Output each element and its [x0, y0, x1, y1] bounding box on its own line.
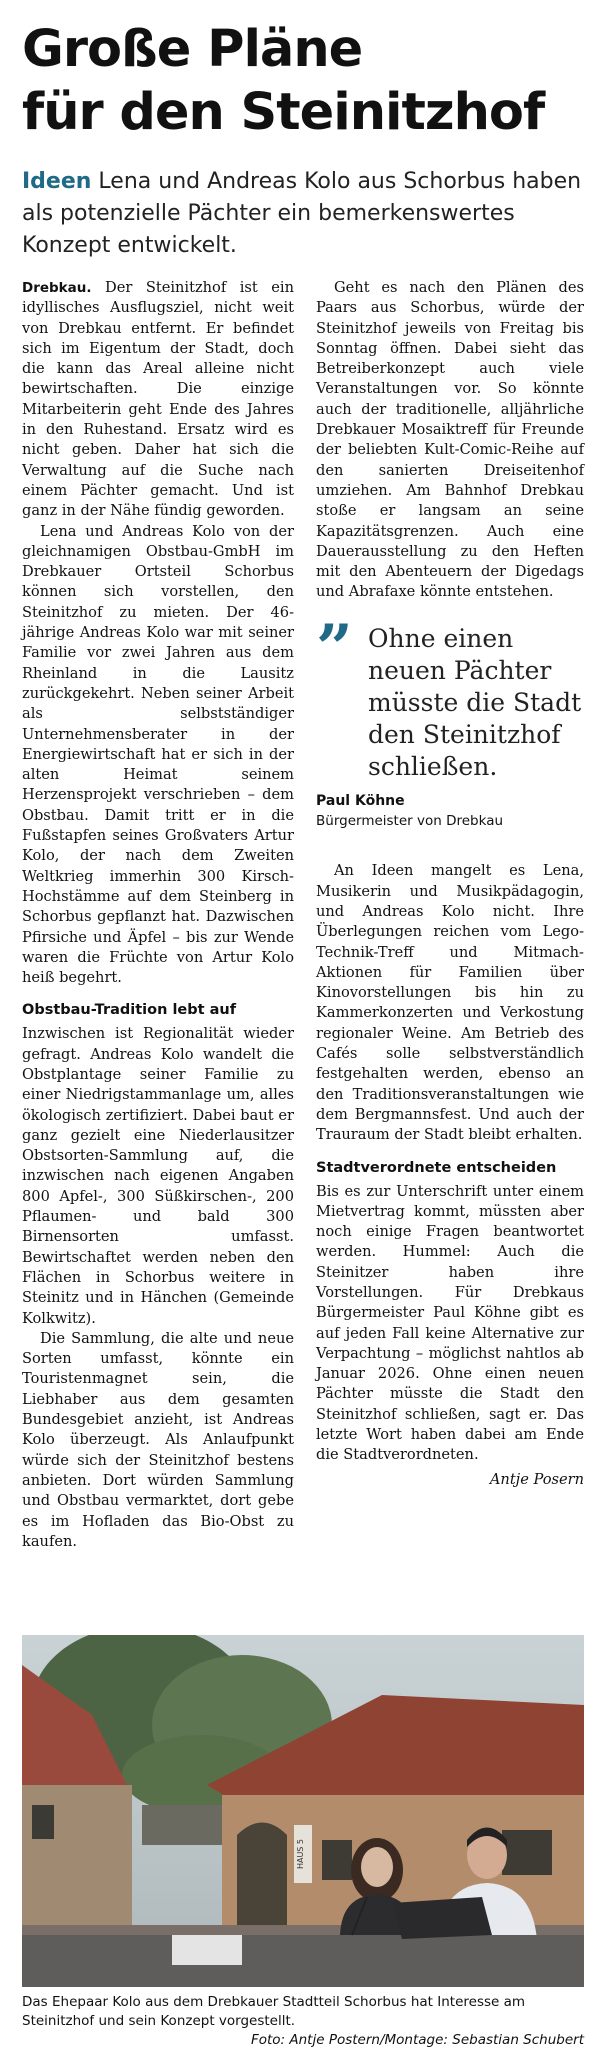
photo-caption: [22, 1993, 584, 2050]
author-byline: Antje Posern: [489, 1470, 584, 1488]
photo-credit: Foto: Antje Postern/Montage: Sebastian Schubert: [250, 2032, 584, 2048]
teaser: [22, 166, 582, 262]
paragraph: [22, 278, 294, 522]
paragraph: An Ideen mangelt es Lena, Musikerin und Musikpädagogin, und Andreas Kolo nicht. Ihre Überlegungen reichen vom Lego-Technik-Treff und Mitmach-Aktionen für Familien über Kinovorstellungen bis hin zu Kammerkonzerten und Verkostung regionaler Weine. Am Betrieb des Cafés solle selbstverständlich festgehalten werden, ebenso an den Traditionsveranstaltungen wie dem Bergmannsfest. Und auch der Trauraum der Stadt bleibt erhalten.: [316, 862, 584, 1144]
subheading: Stadtverordnete entscheiden: [316, 1159, 557, 1176]
headline-line-1: Große Pläne: [22, 20, 363, 79]
photo-sign-text: HAUS 5: [296, 1838, 305, 1870]
pull-quote: [316, 610, 584, 832]
quote-role: Bürgermeister von Drebkau: [316, 813, 504, 830]
headline: [22, 18, 582, 144]
paragraph: Die Sammlung, die alte und neue Sorten umfasst, könnte ein Touristenmagnet sein, die Liebhaber aus dem gesamten Bundesgebiet anzieht, ist Andreas Kolo überzeugt. Als Anlaufpunkt würde sich der Steinitzhof bestens anbieten. Dort würden Sammlung und Obstbau vermarktet, dort gebe es im Hofladen das Bio-Obst zu kaufen.: [22, 1329, 294, 1550]
quote-text: Ohne einen neuen Pächter müsste die Stadt den Steinitzhof schließen.: [368, 623, 582, 781]
teaser-text: Lena und Andreas Kolo aus Schorbus haben als potenzielle Pächter ein bemerkenswertes Konzept entwickelt.: [22, 169, 582, 258]
paragraph: Inzwischen ist Regionalität wieder gefragt. Andreas Kolo wandelt die Obstplantage seiner Familie zu einer Niedrigstammanlage um, alles ökologisch zertifiziert. Dabei baut er ganz gezielt eine Niederlausitzer Obstsorten-Sammlung auf, die inzwischen nach eigenen Angaben 800 Apfel-, 300 Süßkirschen-, 200 Pflaumen- und bald 300 Birnensorten umfasst. Bewirtschaftet werden neben den Flächen in Schorbus weitere in Steinitz und in Hänchen (Gemeinde Kolkwitz).: [22, 1025, 294, 1327]
photo-illustration: [22, 1635, 584, 1987]
right-column: [316, 278, 584, 1490]
paragraph: Bis es zur Unterschrift unter einem Mietvertrag kommt, müssten aber noch einige Fragen beantwortet werden. Hummel: Auch die Steinitzer haben ihre Vorstellungen. Für Drebkaus Bürgermeister Paul Köhne gibt es auf jeden Fall keine Alternative zur Verpachtung – möglichst nahtlos ab Januar 2026. Ohne einen neuen Pächter müsste die Stadt den Steinitzhof schließen, sagt er. Das letzte Wort haben dabei am Ende die Stadtverordneten.: [316, 1182, 584, 1464]
paragraph: Geht es nach den Plänen des Paars aus Schorbus, würde der Steinitzhof jeweils von Freitag bis Sonntag öffnen. Dabei sieht das Betreiberkonzept auch viele Veranstaltungen vor. So könnte auch der traditionelle, alljährliche Drebkauer Mosaiktreff für Freunde der beliebten Kult-Comic-Reihe auf den sanierten Dreiseitenhof umziehen. Am Bahnhof Drebkau stoße er langsam an seine Kapazitätsgrenzen. Auch eine Dauerausstellung zu den Heften mit den Abenteuern der Digedags und Abrafaxe könnte entstehen.: [316, 279, 584, 601]
paragraph: Lena und Andreas Kolo von der gleichnamigen Obstbau-GmbH im Drebkauer Ortsteil Schorbus können sich vorstellen, den Steinitzhof zu mieten. Der 46-jährige Andreas Kolo war mit seiner Familie vor zwei Jahren aus dem Rheinland in die Lausitz zurückgekehrt. Neben seiner Arbeit als selbstständiger Unternehmensberater in der Energiewirtschaft hat er sich in der alten Heimat seinem Herzensprojekt verschrieben – dem Obstbau. Damit tritt er in die Fußstapfen seines Großvaters Artur Kolo, der nach dem Zweiten Weltkrieg immerhin 300 Kirsch-Hochstämme auf dem Steinberg in Schorbus gepflanzt hat. Dazwischen Pfirsiche und Äpfel – bis zur Wende waren die Früchte von Artur Kolo heiß begehrt.: [22, 522, 294, 987]
left-column: [22, 278, 294, 1552]
quote-name: Paul Köhne: [316, 792, 405, 809]
article-photo: [22, 1635, 584, 1987]
caption-text: Das Ehepaar Kolo aus dem Drebkauer Stadtteil Schorbus hat Interesse am Steinitzhof und sein Konzept vorgestellt.: [22, 1994, 526, 2029]
photo-sign: [294, 1825, 312, 1883]
paragraph-text: Der Steinitzhof ist ein idyllisches Ausflugsziel, nicht weit von Drebkau entfernt. Er befindet sich im Eigentum der Stadt, doch die kann das Areal alleine nicht bewirtschaften. Die einzige Mitarbeiterin geht Ende des Jahres in den Ruhestand. Ersatz wird es nicht geben. Daher hat sich die Verwaltung auf die Suche nach einem Pächter gemacht. Und ist ganz in der Nähe fündig geworden.: [22, 279, 294, 520]
dateline: Drebkau.: [22, 280, 92, 296]
headline-line-2: für den Steinitzhof: [22, 83, 545, 142]
subheading: Obstbau-Tradition lebt auf: [22, 1002, 237, 1019]
teaser-kicker: Ideen: [22, 169, 92, 194]
quotation-mark-icon: ”: [316, 610, 353, 686]
